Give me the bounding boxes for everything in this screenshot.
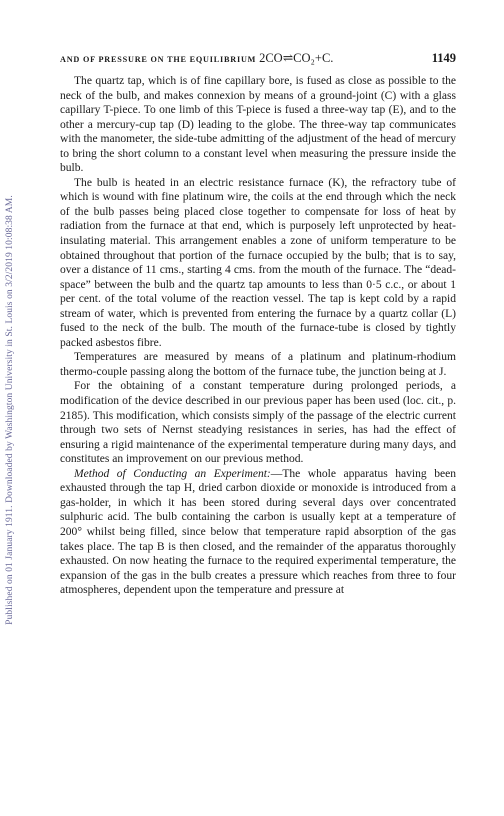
running-title-text: AND OF PRESSURE ON THE EQUILIBRIUM — [60, 55, 257, 64]
section-heading: Method of Conducting an Experiment: — [74, 467, 271, 480]
journal-page — [60, 50, 456, 598]
equilibrium-formula: 2CO⇌CO₂+C. — [259, 51, 334, 65]
paragraph-method — [60, 467, 456, 598]
paragraph-thermocouple: Temperatures are measured by means of a platinum and platinum-rhodium thermo-couple passing along the bottom of the furnace tube, the junction being at J. — [60, 351, 456, 378]
running-header — [60, 50, 456, 66]
paragraph-constant-temperature: For the obtaining of a constant temperature during prolonged periods, a modification of the device described in our previous paper has been used (loc. cit., p. 2185). This modification, which consists simply of the passage of the electric current through two sets of Nernst steadying resistances in series, has had the effect of ensuring a rigid maintenance of the experimental temperature during many days, and constitutes an improvement on our previous method. — [60, 380, 456, 466]
paragraph-quartz-tap: The quartz tap, which is of fine capillary bore, is fused as close as possible to the neck of the bulb, and makes connexion by means of a ground-joint (C) with a glass capillary T-piece. To one limb of this T-piece is fused a three-way tap (E), and to the other a mercury-cup tap (D) leading to the globe. The three-way tap communicates with the manometer, the side-tube admitting of the adjustment of the head of mercury to bring the short column to a constant level when measuring the pressure inside the bulb. — [60, 75, 456, 175]
paragraph-method-text: —The whole apparatus having been exhausted through the tap H, dried carbon dioxide or monoxide is introduced from a gas-holder, in which it has been stored during several days over concentrated sulphuric acid. The bulb containing the carbon is usually kept at a temperature of 200° whilst being filled, since below that temperature rapid absorption of the gas takes place. The tap B is then closed, and the remainder of the apparatus thoroughly exhausted. On now heating the furnace to the required experimental temperature, the expansion of the gas in the bulb creates a pressure which reaches from three to four atmospheres, dependent upon the temperature and pressure at — [60, 467, 456, 597]
download-notice-text: Published on 01 January 1911. Downloaded by Washington University in St. Louis on 3/2/2019 10:08:38 AM. — [5, 195, 16, 625]
running-title — [60, 50, 333, 66]
paragraph-furnace: The bulb is heated in an electric resistance furnace (K), the refractory tube of which is wound with fine platinum wire, the coils at the end through which the neck of the bulb passes being placed close together to compensate for loss of heat by radiation from the furnace at that end, which is purposely left unprotected by heat-insulating material. This arrangement enables a zone of uniform temperature to be obtained throughout that portion of the furnace occupied by the bulb; that is to say, over a distance of 11 cms., starting 4 cms. from the mouth of the furnace. The “dead-space” between the bulb and the quartz tap amounts to less than 0·5 c.c., or about 1 per cent. of the total volume of the reaction vessel. The tap is kept cold by a rapid stream of water, which is prevented from entering the furnace by a quartz collar (L) fused to the neck of the bulb. The mouth of the furnace-tube is closed by tightly packed asbestos fibre. — [60, 176, 456, 349]
page-number: 1149 — [431, 51, 456, 65]
download-notice — [2, 70, 18, 750]
